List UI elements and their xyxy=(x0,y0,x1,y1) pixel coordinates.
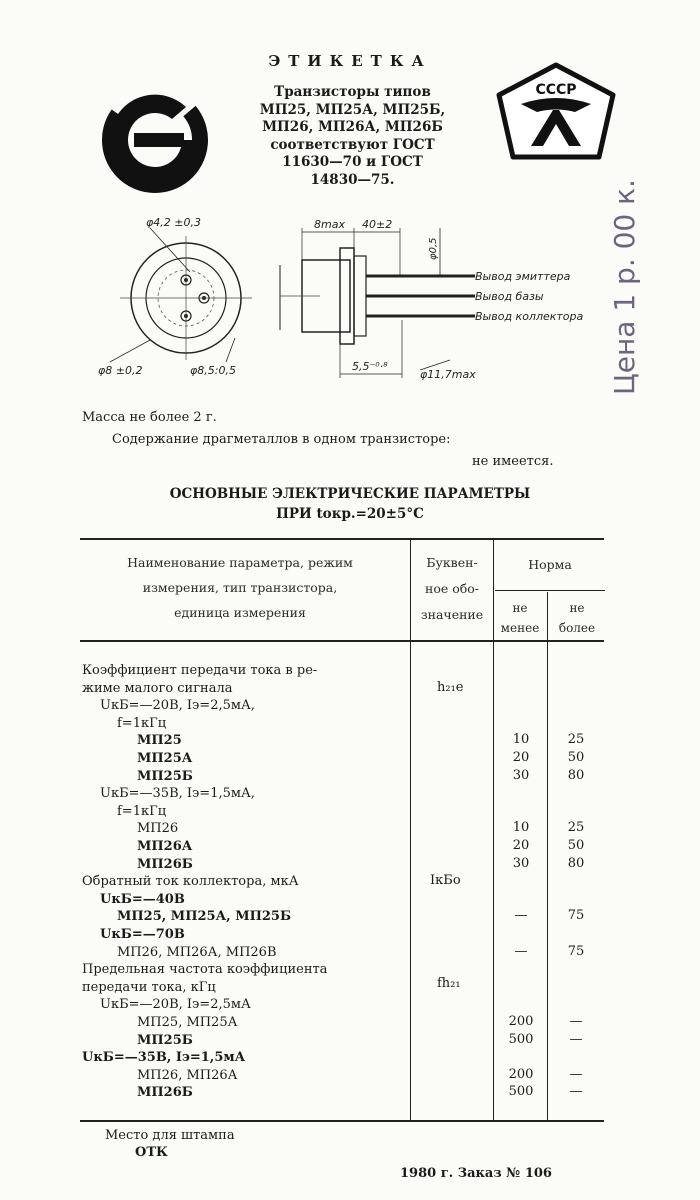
otk-text: ОТК xyxy=(135,1145,168,1160)
dim-40: 40±2 xyxy=(362,218,393,231)
header-symbol-line: Буквен- xyxy=(426,555,478,570)
section-subtitle: ПРИ tокр.=20±5°С xyxy=(276,506,424,522)
norm-divider xyxy=(495,590,605,591)
table-cell-min: 10 xyxy=(512,732,530,748)
table-cell-max: 75 xyxy=(567,908,585,924)
symbol-h21e: h₂₁е xyxy=(437,680,464,695)
table-cell-min: 500 xyxy=(508,1031,534,1047)
header-line: 14830—75. xyxy=(310,171,395,188)
table-row-label: f=1кГц xyxy=(117,803,167,819)
header-symbol xyxy=(412,550,492,628)
table-cell-min: 20 xyxy=(512,838,530,853)
header-max-line: не xyxy=(569,601,585,615)
table-row-label: МП25Б xyxy=(137,768,193,784)
table-bottom-border xyxy=(80,1120,604,1122)
table-row-label: UкБ=—40В xyxy=(100,891,185,907)
col-divider-1 xyxy=(410,540,411,1120)
header-symbol-line: ное обо- xyxy=(424,581,480,596)
table-row-label: UкБ=—20В, Iэ=2,5мА, xyxy=(100,698,255,714)
dim-8: φ8 ±0,2 xyxy=(98,364,143,377)
table-cell-max: 80 xyxy=(567,855,585,871)
header-line: МП26, МП26А, МП26Б xyxy=(262,119,443,135)
table-cell-min: — xyxy=(514,908,528,924)
table-cell-min: — xyxy=(514,943,528,959)
table-row-label: передачи тока, кГц xyxy=(82,979,216,995)
dim-hole: φ4,2 ±0,3 xyxy=(146,216,201,229)
table-cell-min: 10 xyxy=(512,820,530,836)
table-cell-max: 75 xyxy=(567,943,585,959)
order-text: 1980 г. Заказ № 106 xyxy=(400,1166,552,1181)
lead-collector-label: Вывод коллектора xyxy=(475,310,584,323)
dim-05: φ0,5 xyxy=(428,237,439,260)
table-cell-min: 500 xyxy=(508,1084,534,1100)
table-cell-min: 20 xyxy=(512,750,530,765)
table-header-border xyxy=(80,640,604,642)
table-row-label: МП25Б xyxy=(137,1032,193,1048)
table-row-label: UкБ=—20В, Iэ=2,5мА xyxy=(100,997,251,1013)
symbol-ikbo: IкБо xyxy=(430,873,461,888)
table-cell-min: 200 xyxy=(508,1014,534,1029)
table-row-label: МП26Б xyxy=(137,1085,193,1101)
label-title: ЭТИКЕТКА xyxy=(268,52,432,70)
transistor-drawing xyxy=(90,210,610,390)
ussr-quality-mark-icon xyxy=(495,62,617,162)
header-symbol-line: значение xyxy=(420,607,484,622)
header-param-name xyxy=(80,550,400,625)
table-cell-max: — xyxy=(569,1014,583,1029)
lead-base-label: Вывод базы xyxy=(475,290,544,303)
dim-117: φ11,7max xyxy=(420,368,476,381)
table-cell-max: 25 xyxy=(567,732,585,748)
table-cell-max: — xyxy=(569,1066,583,1082)
sss-text: СССР xyxy=(535,82,577,98)
symbol-fh21: fh₂₁ xyxy=(437,976,461,991)
table-row-label: жиме малого сигнала xyxy=(82,680,233,696)
table-row-label: UкБ=—70В xyxy=(100,927,185,942)
dim-8max: 8max xyxy=(314,218,345,231)
table-row-label: f=1кГц xyxy=(117,715,167,731)
table-row-label: UкБ=—35В, Iэ=1,5мА xyxy=(82,1050,246,1066)
header-line: МП25, МП25А, МП25Б, xyxy=(259,101,446,118)
table-row-label: МП26Б xyxy=(137,856,193,872)
header-name-line: Наименование параметра, режим xyxy=(127,555,353,570)
mass-text: Масса не более 2 г. xyxy=(82,410,217,425)
stamp-place-text: Место для штампа xyxy=(105,1128,235,1143)
table-row-label: МП26 xyxy=(137,821,179,837)
header-max xyxy=(549,598,605,638)
header-min-line: менее xyxy=(500,621,540,635)
table-row-label: МП25 xyxy=(137,733,182,749)
section-title xyxy=(0,484,700,524)
table-row-label: МП25, МП25А xyxy=(137,1015,238,1030)
table-cell-max: 80 xyxy=(567,767,585,783)
table-row-label: UкБ=—35В, Iэ=1,5мА, xyxy=(100,786,255,802)
table-cell-max: — xyxy=(569,1084,583,1100)
table-cell-min: 30 xyxy=(512,767,530,783)
header-min-line: не xyxy=(512,601,528,615)
table-cell-max: 50 xyxy=(567,750,585,765)
quality-e-logo-icon xyxy=(100,85,210,195)
precious-metals-text: Содержание драгметаллов в одном транзисторе: xyxy=(112,432,451,447)
section-title-line: ОСНОВНЫЕ ЭЛЕКТРИЧЕСКИЕ ПАРАМЕТРЫ xyxy=(169,486,531,502)
table-cell-min: 30 xyxy=(512,855,530,871)
header-norm: Норма xyxy=(528,557,572,572)
header-line: Транзисторы типов xyxy=(274,84,431,100)
table-cell-max: 25 xyxy=(567,820,585,836)
header-line: 11630—70 и ГОСТ xyxy=(282,154,423,170)
table-row-label: Коэффициент передачи тока в ре- xyxy=(82,663,318,678)
price-stamp-text: Цена 1 р. 00 к. xyxy=(608,179,641,395)
header-line: соответствуют ГОСТ xyxy=(270,136,435,153)
table-cell-max: — xyxy=(569,1031,583,1047)
table-row-label: Обратный ток коллектора, мкА xyxy=(82,874,299,890)
header-name-line: единица измерения xyxy=(174,605,306,620)
table-cell-min: 200 xyxy=(508,1066,534,1082)
header-text xyxy=(215,84,490,189)
header-min xyxy=(494,598,546,638)
header-max-line: более xyxy=(558,621,596,635)
table-row-label: МП26, МП26А, МП26В xyxy=(117,944,277,960)
table-row-label: МП26А xyxy=(137,839,193,854)
col-divider-3 xyxy=(547,592,548,1120)
table-row-label: Предельная частота коэффициента xyxy=(82,962,328,978)
precious-metals-value: не имеется. xyxy=(472,454,554,469)
table-row-label: МП25А xyxy=(137,751,193,766)
dim-85: φ8,5:0,5 xyxy=(190,364,236,377)
table-row-label: МП26, МП26А xyxy=(137,1067,238,1083)
table-top-border xyxy=(80,538,604,540)
table-row-label: МП25, МП25А, МП25Б xyxy=(117,909,292,925)
lead-emitter-label: Вывод эмиттера xyxy=(475,270,571,283)
table-cell-max: 50 xyxy=(567,838,585,853)
header-name-line: измерения, тип транзистора, xyxy=(142,580,338,595)
dim-55: 5,5⁻⁰·⁸ xyxy=(352,360,388,373)
